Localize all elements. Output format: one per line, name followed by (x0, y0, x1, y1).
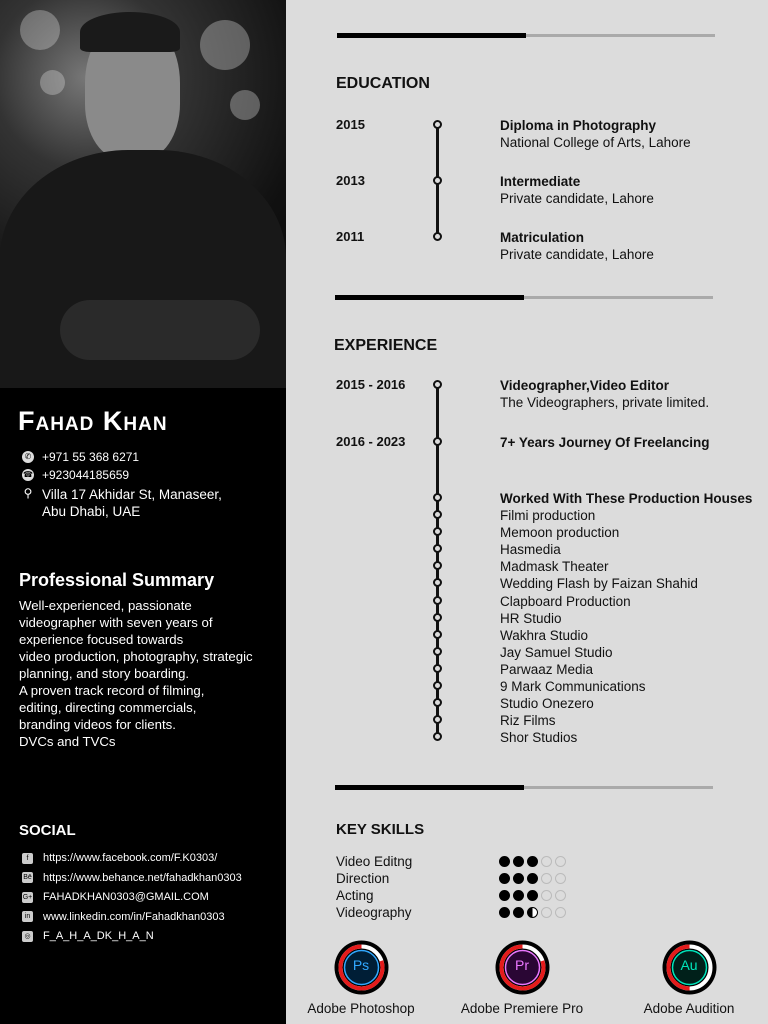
software-name: Adobe Photoshop (307, 1001, 415, 1016)
production-house: Wedding Flash by Faizan Shahid (500, 576, 698, 592)
phone-2: +923044185659 (42, 468, 130, 482)
production-house: Jay Samuel Studio (500, 644, 613, 660)
timeline-dot (433, 578, 442, 587)
whatsapp-icon: ✆ (22, 451, 34, 463)
whatsapp-contact (22, 450, 139, 464)
experience-role: 7+ Years Journey Of Freelancing (500, 435, 710, 450)
social-link-text: F_A_H_A_DK_H_A_N (43, 930, 154, 942)
rating-dot (541, 856, 552, 867)
experience-item (500, 434, 709, 451)
production-house: Shor Studios (500, 730, 578, 746)
behance-icon: Bē (23, 874, 32, 881)
summary-line: A proven track record of filming, (19, 683, 205, 698)
skill-name: Acting (336, 888, 374, 903)
experience-years: 2015 - 2016 (336, 377, 406, 392)
education-institution: National College of Arts, Lahore (500, 135, 691, 150)
timeline-dot (433, 380, 442, 389)
production-house: Clapboard Production (500, 593, 631, 609)
education-item (500, 229, 654, 263)
timeline-dot (433, 596, 442, 605)
production-house: Studio Onezero (500, 696, 594, 712)
experience-years: 2016 - 2023 (336, 434, 406, 449)
software-skill (452, 940, 592, 1016)
rating-dot (555, 856, 566, 867)
education-degree: Diploma in Photography (500, 118, 657, 133)
linkedin-icon: in (22, 911, 33, 922)
software-progress-ring (662, 940, 717, 995)
skills-title: KEY SKILLS (336, 821, 425, 838)
experience-title: EXPERIENCE (334, 337, 438, 354)
skill-rating (499, 870, 566, 887)
production-house: HR Studio (500, 610, 562, 626)
production-house: Memoon production (500, 525, 620, 541)
divider (337, 33, 715, 38)
education-institution: Private candidate, Lahore (500, 191, 654, 206)
experience-item (500, 377, 709, 411)
production-house: Parwaaz Media (500, 661, 594, 677)
timeline-dot (433, 613, 442, 622)
rating-dot (555, 907, 566, 918)
google-plus-icon: G+ (22, 893, 33, 901)
timeline-dot (433, 715, 442, 724)
phone-contact (22, 468, 129, 482)
rating-dot (499, 856, 510, 867)
social-link-text: www.linkedin.com/in/Fahadkhan0303 (43, 910, 225, 923)
social-link-text: https://www.behance.net/fahadkhan0303 (43, 871, 242, 884)
rating-dot (513, 873, 524, 884)
education-degree: Intermediate (500, 174, 581, 189)
timeline-dot (433, 698, 442, 707)
summary-line: experience focused towards (19, 632, 184, 647)
software-skill (291, 940, 431, 1016)
timeline-dot (433, 630, 442, 639)
summary-line: Well-experienced, passionate (19, 598, 192, 613)
phone-icon: ☎ (23, 470, 33, 479)
profile-name: Fahad Khan (18, 406, 168, 436)
social-link-text: https://www.facebook.com/F.K0303/ (43, 852, 218, 864)
houses-title: Worked With These Production Houses (500, 491, 753, 506)
social-link[interactable] (22, 872, 242, 884)
education-year: 2013 (336, 173, 365, 188)
rating-dot (541, 873, 552, 884)
rating-dot (513, 907, 524, 918)
location-pin-icon: ⚲ (23, 486, 33, 500)
timeline-dot (433, 493, 442, 502)
production-house: Hasmedia (500, 542, 561, 558)
rating-dot (499, 907, 510, 918)
production-house: Filmi production (500, 508, 596, 523)
rating-dot (527, 890, 538, 901)
rating-dot (527, 907, 538, 918)
rating-dot (499, 890, 510, 901)
education-item (500, 117, 691, 151)
education-year: 2011 (336, 229, 365, 244)
timeline-dot (433, 544, 442, 553)
software-logo-icon: Au (680, 957, 698, 973)
skill-name: Videography (336, 905, 412, 920)
social-link[interactable] (22, 911, 225, 923)
skill-name: Direction (336, 871, 390, 886)
divider (335, 785, 713, 790)
rating-dot (513, 856, 524, 867)
social-link-text: FAHADKHAN0303@GMAIL.COM (43, 891, 209, 903)
social-link[interactable] (22, 930, 154, 942)
timeline-dot (433, 527, 442, 536)
timeline-dot (433, 120, 442, 129)
rating-dot (541, 907, 552, 918)
social-link[interactable] (22, 891, 209, 903)
rating-dot (541, 890, 552, 901)
production-house: Wakhra Studio (500, 627, 589, 643)
summary-line: DVCs and TVCs (19, 734, 116, 749)
skill-rating (499, 887, 566, 904)
summary-line: editing, directing commercials, (19, 700, 197, 715)
rating-dot (555, 873, 566, 884)
address-line-2: Abu Dhabi, UAE (42, 504, 141, 519)
timeline-dot (433, 664, 442, 673)
rating-dot (499, 873, 510, 884)
rating-dot (527, 856, 538, 867)
address-line-1: Villa 17 Akhidar St, Manaseer, (42, 487, 222, 502)
instagram-icon: ◎ (22, 931, 33, 942)
software-progress-ring (334, 940, 389, 995)
production-house: Madmask Theater (500, 559, 609, 575)
summary-title: Professional Summary (19, 570, 215, 590)
timeline-dot (433, 647, 442, 656)
social-link[interactable] (22, 852, 217, 864)
summary-line: videographer with seven years of (19, 615, 213, 630)
skill-rating (499, 853, 566, 870)
production-house: 9 Mark Communications (500, 679, 646, 694)
timeline-dot (433, 561, 442, 570)
timeline-dot (433, 681, 442, 690)
software-name: Adobe Premiere Pro (460, 1001, 584, 1016)
phone-1: +971 55 368 6271 (42, 450, 140, 464)
timeline-dot (433, 176, 442, 185)
rating-dot (527, 873, 538, 884)
software-name: Adobe Audition (643, 1001, 735, 1016)
software-logo-icon: Pr (515, 957, 529, 973)
summary-text (19, 597, 279, 750)
timeline-dot (433, 732, 442, 741)
summary-line: branding videos for clients. (19, 717, 176, 732)
divider (335, 295, 713, 300)
rating-dot (555, 890, 566, 901)
education-institution: Private candidate, Lahore (500, 247, 654, 262)
experience-company: The Videographers, private limited. (500, 395, 710, 410)
summary-line: video production, photography, strategic (19, 649, 253, 664)
software-skill (619, 940, 759, 1016)
social-title: SOCIAL (19, 822, 76, 839)
skill-rating (499, 904, 566, 921)
profile-photo (0, 0, 286, 388)
education-year: 2015 (336, 117, 365, 132)
experience-role: Videographer,Video Editor (500, 378, 670, 393)
rating-dot (513, 890, 524, 901)
education-item (500, 173, 654, 207)
education-degree: Matriculation (500, 230, 585, 245)
summary-line: planning, and story boarding. (19, 666, 190, 681)
education-title: EDUCATION (336, 75, 430, 92)
timeline-dot (433, 437, 442, 446)
skill-name: Video Editng (336, 854, 413, 869)
software-logo-icon: Ps (352, 957, 370, 973)
timeline-dot (433, 510, 442, 519)
facebook-icon: f (22, 853, 33, 864)
address (22, 486, 222, 520)
production-house: Riz Films (500, 713, 556, 729)
software-progress-ring (495, 940, 550, 995)
timeline-dot (433, 232, 442, 241)
